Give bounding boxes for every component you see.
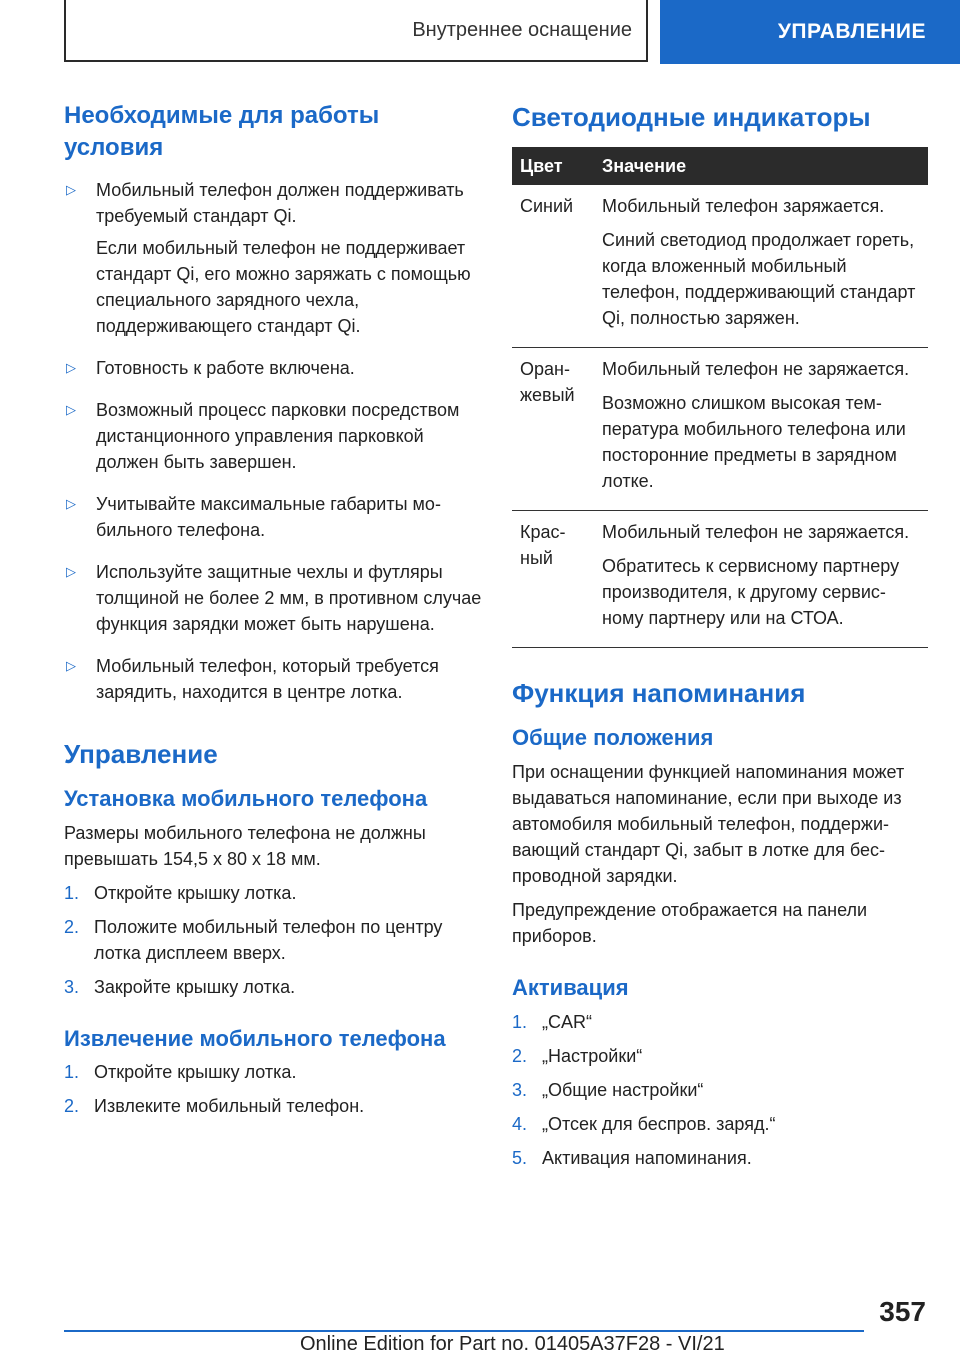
- meaning-line: Мобильный телефон не заряжается.: [602, 522, 910, 543]
- step-item: [64, 1093, 484, 1119]
- step-number: 1.: [64, 882, 80, 903]
- list-item-text: [96, 491, 484, 549]
- step-number: 2.: [64, 1096, 80, 1117]
- install-text: Размеры мобильного телефона не должны превышать 154,5 x 80 x 18 мм.: [64, 822, 426, 869]
- step-number: 2.: [64, 916, 80, 937]
- meaning-line: Синий светодиод продолжает гореть, когда вложенный мобильный телефон, поддерживающий стандарт Qi, полностью заряжен.: [602, 230, 916, 329]
- list-item: [64, 491, 484, 549]
- step-item: [64, 914, 484, 966]
- step-text: Откройте крышку лотка.: [94, 1062, 297, 1083]
- step-text: „CAR“: [542, 1011, 592, 1032]
- list-item: [64, 355, 484, 387]
- general-text-2: Предупреждение отображается на панели приборов.: [512, 899, 868, 946]
- table-row: [512, 348, 928, 511]
- led-table-header-row: [512, 147, 928, 185]
- list-item: [64, 653, 484, 711]
- step-item: [512, 1111, 928, 1137]
- step-item: [64, 880, 484, 906]
- step-text: Активация напоминания.: [542, 1147, 752, 1168]
- meaning-line: Обратитесь к сервисному партнеру производителя, к другому сервисному партнеру или на СТОА.: [602, 556, 900, 629]
- meaning-cell: [594, 185, 928, 348]
- footer-divider: [64, 1330, 864, 1332]
- edition-note: Online Edition for Part no. 01405A37F28 - VI/21: [300, 1333, 725, 1355]
- step-text: „Отсек для беспров. заряд.“: [542, 1113, 776, 1134]
- install-heading: Установка мобильного телефона: [64, 785, 428, 811]
- triangle-bullet-icon: ▷: [66, 657, 76, 673]
- list-item-text: [96, 559, 484, 643]
- triangle-bullet-icon: ▷: [66, 181, 76, 197]
- step-text: „Общие настройки“: [542, 1079, 704, 1100]
- list-item-text: [96, 653, 484, 711]
- paragraph: Возможный процесс парковки посредством дистанционного управления парковкой должен быть завершен.: [96, 399, 460, 472]
- step-item: [512, 1077, 928, 1103]
- page-number: 357: [879, 1296, 926, 1327]
- paragraph: Мобильный телефон должен поддерживать требуемый стандарт Qi.: [96, 179, 464, 226]
- paragraph: Готовность к работе включена.: [96, 357, 355, 378]
- step-number: 3.: [64, 976, 80, 997]
- meaning-line: Возможно слишком высокая температура мобильного телефона или посторонние предметы в зарядном лотке.: [602, 393, 906, 492]
- table-row: [512, 185, 928, 348]
- general-text-1: При оснащении функцией напоминания может выдаваться напоминание, если при выходе из автомобиля мобильный телефон, поддерживающий стандарт Qi, забыт в лотке для беспроводной зарядки.: [512, 761, 905, 886]
- activation-steps: [512, 1009, 928, 1171]
- control-heading: Управление: [64, 738, 218, 769]
- step-item: [64, 1059, 484, 1085]
- col-header-meaning: Значение: [594, 147, 928, 185]
- step-text: Положите мобильный телефон по центру лотка дисплеем вверх.: [94, 916, 443, 963]
- remove-steps: [64, 1059, 484, 1119]
- meaning-cell: [594, 348, 928, 511]
- step-number: 4.: [512, 1113, 528, 1134]
- list-item-text: [96, 177, 484, 345]
- reminder-heading: Функция напоминания: [512, 678, 806, 709]
- install-steps: [64, 880, 484, 1000]
- step-item: [64, 974, 484, 1000]
- color-cell: Оранжевый: [512, 348, 594, 511]
- requirements-list: [64, 177, 484, 711]
- triangle-bullet-icon: ▷: [66, 359, 76, 375]
- section-title: Внутреннее оснащение: [412, 18, 632, 41]
- paragraph: Если мобильный телефон не поддерживает стандарт Qi, его можно заряжать с помощью специального зарядного чехла, поддерживающего стандарт Qi.: [96, 237, 471, 336]
- requirements-heading: Необходимые для работы условия: [64, 102, 380, 162]
- led-heading: Светодиодные индикаторы: [512, 102, 871, 132]
- step-number: 1.: [64, 1062, 80, 1083]
- chapter-tab: [660, 0, 960, 64]
- section-tab: [64, 0, 648, 62]
- step-number: 1.: [512, 1011, 528, 1032]
- triangle-bullet-icon: ▷: [66, 563, 76, 579]
- triangle-bullet-icon: ▷: [66, 401, 76, 417]
- list-item: [64, 397, 484, 481]
- chapter-title: УПРАВЛЕНИЕ: [777, 20, 926, 43]
- list-item-text: [96, 397, 484, 481]
- page-header: [0, 0, 960, 66]
- col-header-color: Цвет: [512, 147, 594, 185]
- step-number: 3.: [512, 1079, 528, 1100]
- general-heading: Общие положения: [512, 725, 714, 751]
- step-item: [512, 1043, 928, 1069]
- step-number: 5.: [512, 1147, 528, 1168]
- meaning-line: Мобильный телефон не заряжается.: [602, 359, 910, 380]
- right-column: [512, 100, 928, 1179]
- step-item: [512, 1145, 928, 1171]
- list-item-text: [96, 355, 484, 387]
- left-column: [64, 100, 484, 1127]
- color-cell: Синий: [512, 185, 594, 348]
- meaning-line: Мобильный телефон заряжается.: [602, 196, 885, 217]
- paragraph: Мобильный телефон, который требуется зарядить, находится в центре лотка.: [96, 655, 439, 702]
- step-text: Извлеките мобильный телефон.: [94, 1096, 365, 1117]
- led-table: [512, 147, 928, 648]
- paragraph: Учитывайте максимальные габариты мобильного телефона.: [96, 493, 441, 540]
- triangle-bullet-icon: ▷: [66, 495, 76, 511]
- color-cell: Красный: [512, 511, 594, 648]
- paragraph: Используйте защитные чехлы и футляры толщиной не более 2 мм, в противном случае функция зарядки может быть нарушена.: [96, 561, 482, 634]
- step-text: „Настройки“: [542, 1045, 643, 1066]
- meaning-cell: [594, 511, 928, 648]
- remove-heading: Извлечение мобильного телефона: [64, 1025, 446, 1051]
- step-number: 2.: [512, 1045, 528, 1066]
- list-item: [64, 559, 484, 643]
- step-text: Откройте крышку лотка.: [94, 882, 297, 903]
- step-text: Закройте крышку лотка.: [94, 976, 296, 997]
- activation-heading: Активация: [512, 974, 629, 1000]
- table-row: [512, 511, 928, 648]
- list-item: [64, 177, 484, 345]
- step-item: [512, 1009, 928, 1035]
